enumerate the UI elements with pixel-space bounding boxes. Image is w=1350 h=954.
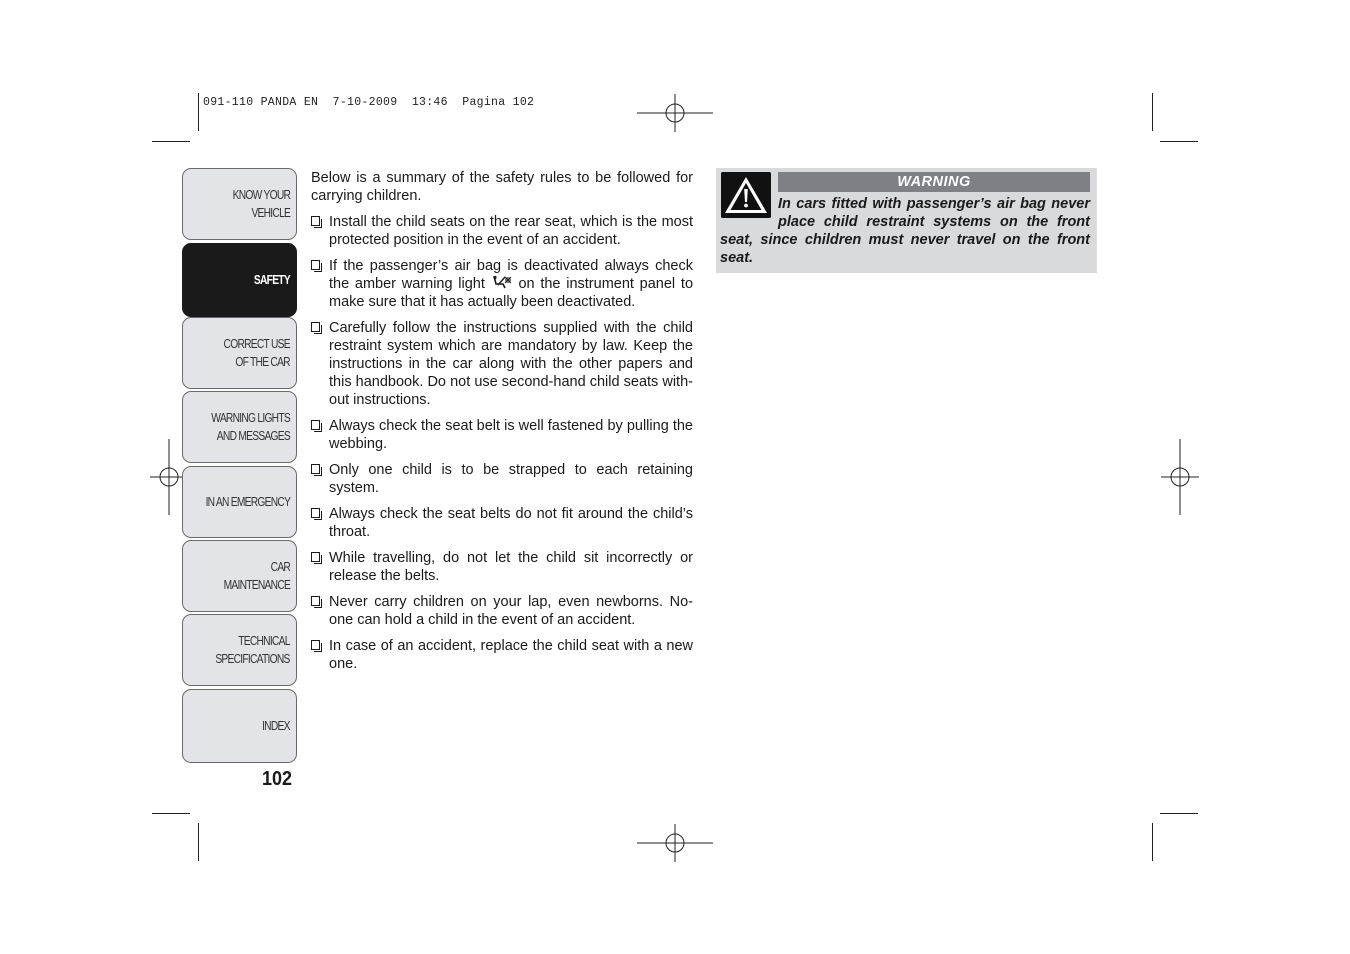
checkbox-bullet-icon <box>311 216 320 226</box>
rule-text: While travelling, do not let the child sit incorrectly or release the belts. <box>329 550 693 584</box>
crop-mark <box>152 141 190 142</box>
tab-label: OF THE CAR <box>235 355 290 369</box>
safety-rules-column <box>311 169 693 681</box>
warning-title: WARNING <box>778 172 1090 192</box>
tab-label: CAR <box>270 560 290 574</box>
tab-safety[interactable] <box>182 243 297 317</box>
intro-paragraph: Below is a summary of the safety rules to be followed for carrying children. <box>311 170 693 204</box>
rule-text: Only one child is to be strapped to each retaining system. <box>329 462 693 496</box>
rule-text: Install the child seats on the rear seat, which is the most protected position in the event of an accident. <box>329 214 693 248</box>
tab-in-an-emergency[interactable] <box>182 466 297 538</box>
tab-know-your-vehicle[interactable] <box>182 168 297 240</box>
checkbox-bullet-icon <box>311 464 320 474</box>
tab-label: CORRECT USE <box>223 337 290 351</box>
tab-label: SPECIFICATIONS <box>215 652 290 666</box>
tab-label: IN AN EMERGENCY <box>205 495 290 509</box>
list-item <box>311 593 693 629</box>
tab-label: AND MESSAGES <box>216 429 290 443</box>
checkbox-bullet-icon <box>311 420 320 430</box>
tab-label: WARNING LIGHTS <box>211 411 290 425</box>
tab-label: TECHNICAL <box>238 634 290 648</box>
tab-label: KNOW YOUR <box>232 188 290 202</box>
checkbox-bullet-icon <box>311 260 320 270</box>
crop-mark <box>1160 813 1198 814</box>
tab-car-maintenance[interactable] <box>182 540 297 612</box>
passenger-airbag-off-icon <box>491 275 513 289</box>
warning-text-content: In cars fitted with passenger’s air bag never place child restraint systems on the front seat, since children must never travel on the front seat. <box>720 196 1090 266</box>
registration-mark-icon <box>637 94 713 132</box>
tab-label: INDEX <box>262 719 290 733</box>
warning-box <box>716 168 1097 273</box>
crop-mark <box>152 813 190 814</box>
crop-mark <box>198 93 199 131</box>
rule-text: Carefully follow the instructions supplied with the child restraint system which are mandatory by law. Keep the instructions in the car along with the other papers and this handbook. Do not use second-hand child seats without instructions. <box>329 320 693 408</box>
list-item <box>311 505 693 541</box>
crop-mark <box>1152 823 1153 861</box>
checkbox-bullet-icon <box>311 552 320 562</box>
rule-text: Always check the seat belt is well fastened by pulling the webbing. <box>329 418 693 452</box>
tab-warning-lights-and-messages[interactable] <box>182 391 297 463</box>
list-item <box>311 637 693 673</box>
list-item <box>311 417 693 453</box>
checkbox-bullet-icon <box>311 322 320 332</box>
tab-correct-use-of-the-car[interactable] <box>182 317 297 389</box>
list-item <box>311 319 693 409</box>
checkbox-bullet-icon <box>311 640 320 650</box>
list-item <box>311 257 693 311</box>
list-item <box>311 213 693 249</box>
rule-text: In case of an accident, replace the child seat with a new one. <box>329 638 693 672</box>
warning-text <box>720 195 1090 267</box>
tab-index[interactable] <box>182 689 297 763</box>
tab-label: MAINTENANCE <box>223 578 290 592</box>
registration-mark-icon <box>637 824 713 862</box>
tab-label: VEHICLE <box>251 206 290 220</box>
checkbox-bullet-icon <box>311 596 320 606</box>
tab-technical-specifications[interactable] <box>182 614 297 686</box>
crop-mark <box>1152 93 1153 131</box>
rule-text: on the instrument panel to make sure that it has actually been deactivated. <box>329 276 694 310</box>
list-item <box>311 461 693 497</box>
rule-text: Never carry children on your lap, even newborns. No-one can hold a child in the event of an accident. <box>329 594 693 628</box>
print-header: 091-110 PANDA EN 7-10-2009 13:46 Pagina 102 <box>203 96 535 109</box>
page-number: 102 <box>262 768 293 790</box>
rule-text: If the passenger’s air bag is deactivated always check the amber warning light <box>329 258 693 292</box>
checkbox-bullet-icon <box>311 508 320 518</box>
tab-label: SAFETY <box>253 273 290 287</box>
crop-mark <box>1160 141 1198 142</box>
crop-mark <box>198 823 199 861</box>
registration-mark-icon <box>1161 439 1199 515</box>
list-item <box>311 549 693 585</box>
rule-text: Always check the seat belts do not fit around the child’s throat. <box>329 506 693 540</box>
